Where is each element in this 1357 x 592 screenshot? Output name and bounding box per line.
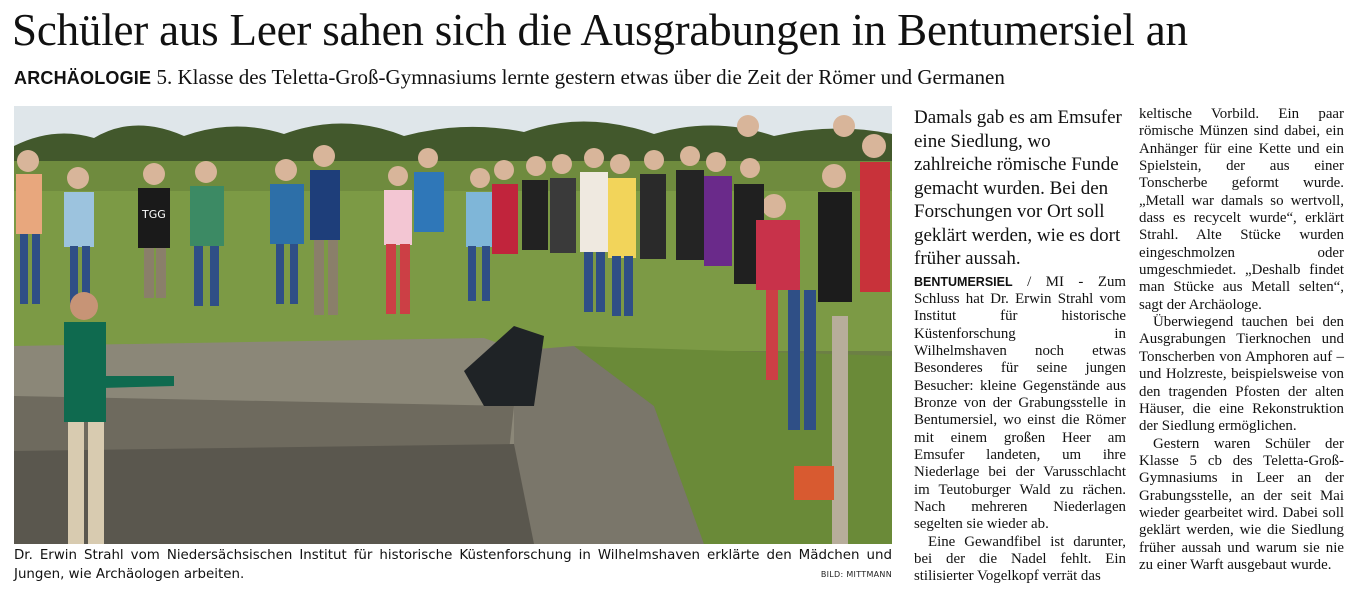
bucket <box>794 466 834 500</box>
photo-credit: BILD: MITTMANN <box>820 570 892 579</box>
subheadline-text: 5. Klasse des Teletta-Groß-Gymnasiums lernte gestern etwas über die Zeit der Römer und Germanen <box>151 65 1005 89</box>
article-photo <box>14 106 892 544</box>
dateline: BENTUMERSIEL <box>914 274 1013 289</box>
excavation-scene-illustration <box>14 106 892 544</box>
article-paragraph-2: Eine Gewandfibel ist darunter, bei der die Nadel fehlt. Ein stilisierter Vogelkopf verrät das <box>914 533 1126 585</box>
headline: Schüler aus Leer sahen sich die Ausgrabungen in Bentumersiel an <box>12 5 1188 55</box>
article-paragraph-1 <box>914 274 1126 534</box>
shirt-print: TGG <box>142 208 166 221</box>
section-kicker: ARCHÄOLOGIE <box>14 68 152 88</box>
article-column-2 <box>1139 106 1344 574</box>
article-lead: Damals gab es am Emsufer eine Siedlung, wo zahlreiche römische Funde gemacht wurden. Bei den Forschungen vor Ort soll geklärt werden, wie es dort früher aussah. <box>914 107 1122 269</box>
fence-post <box>832 316 848 544</box>
article-paragraph-3: Überwiegend tauchen bei den Ausgrabungen Tierknochen und Tonscherben von Amphoren auf – und Holzreste, beispielsweise von den tragenden Pfosten der alten Häuser, die eine Rekonstruktion der Siedlung ermöglichen. <box>1139 314 1344 435</box>
article-paragraph-2-cont: keltische Vorbild. Ein paar römische Münzen sind dabei, ein Anhänger für eine Kette und ein Spielstein, der aus einer Tonscherbe geformt wurde. „Metall war damals so wertvoll, dass es recycelt wurde“, erklärt Strahl. Alte Stücke wurden eingeschmolzen oder umgeschmiedet. „Deshalb findet man Stücke aus Metall selten“, sagt der Archäologe. <box>1139 106 1344 313</box>
article-paragraph-4: Gestern waren Schüler der Klasse 5 cb des Teletta-Groß-Gymnasiums in Leer an der Grabungsstelle, an der seit Mai wieder gearbeitet wird. Dabei soll geklärt werden, wie die Siedlung früher aussah und warum sie nie zu einer Warft ausgebaut wurde. <box>1139 435 1344 573</box>
photo-caption: Dr. Erwin Strahl vom Niedersächsischen Institut für historische Küstenforschung in Wilhelmshaven erklärte den Mädchen und Jungen, wie Archäologen arbeiten. <box>14 548 892 582</box>
article-column-1 <box>914 106 1126 586</box>
dateline-text: / MI - Zum Schluss hat Dr. Erwin Strahl vom Institut für historische Küstenforschung in Wilhelmshaven noch etwas Besonderes für seine jungen Besucher: kleine Gegenstände aus Bronze von der Grabungsstelle in Bentumersiel, wo einst die Römer mit einem großen Heer am Emsufer landeten, um ihre Niederlage bei der Varusschlacht im Teutoburger Wald zu rächen. Nach mehreren Niederlagen segelten sie wieder ab. <box>914 273 1126 533</box>
subheadline <box>14 64 1354 91</box>
